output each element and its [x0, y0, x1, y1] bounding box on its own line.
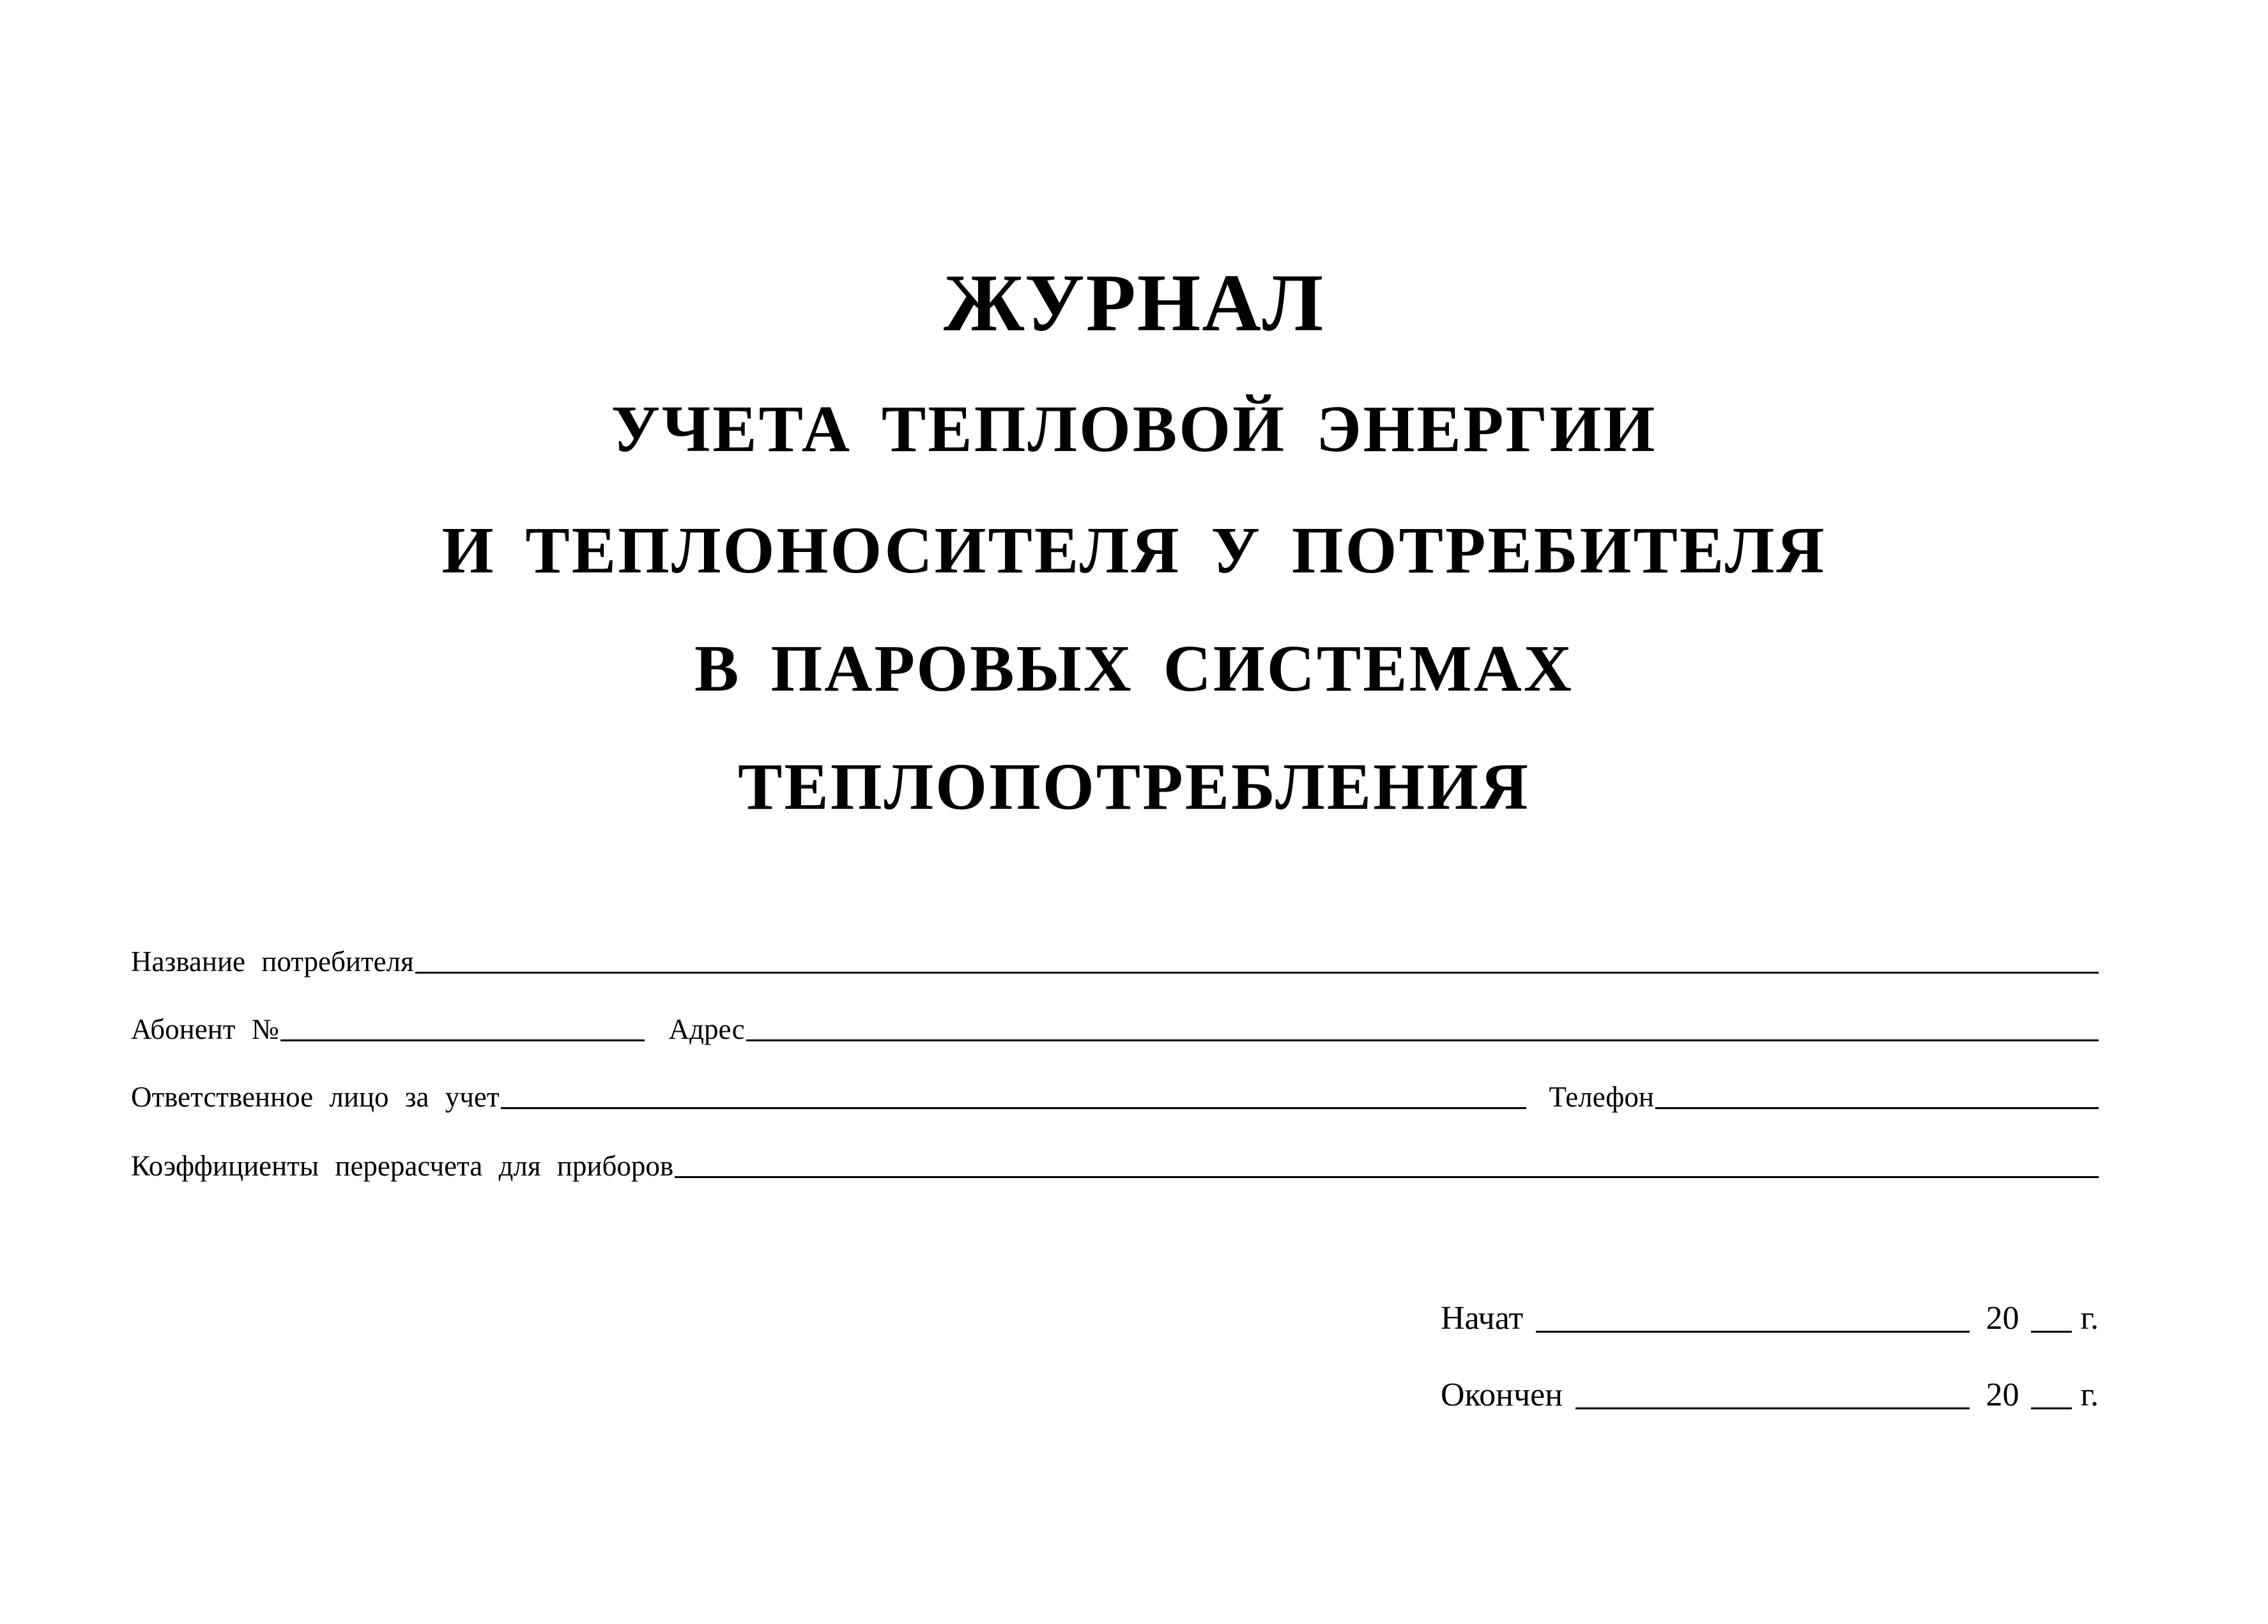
- responsible-person-field[interactable]: [501, 1107, 1526, 1109]
- subscriber-address-row: [131, 1006, 2099, 1044]
- journal-subtitle-line-1: УЧЕТА ТЕПЛОВОЙ ЭНЕРГИИ: [611, 392, 1657, 466]
- journal-title: ЖУРНАЛ: [943, 257, 1325, 348]
- journal-subtitle-line-2: И ТЕПЛОНОСИТЕЛЯ У ПОТРЕБИТЕЛЯ: [441, 514, 1827, 587]
- finished-date-row: [1441, 1367, 2099, 1412]
- subscriber-number-label: Абонент №: [131, 1013, 279, 1045]
- journal-subtitle-line-4: ТЕПЛОПОТРЕБЛЕНИЯ: [738, 750, 1530, 823]
- consumer-name-label: Название потребителя: [131, 946, 414, 977]
- finished-year-field[interactable]: [2031, 1407, 2072, 1409]
- started-label: Начат: [1441, 1300, 1524, 1337]
- coefficients-row: [131, 1142, 2099, 1181]
- coefficients-label: Коэффициенты перерасчета для приборов: [131, 1150, 674, 1182]
- consumer-name-field[interactable]: [415, 972, 2099, 974]
- started-date-field[interactable]: [1536, 1331, 1969, 1333]
- address-field[interactable]: [746, 1039, 2099, 1041]
- journal-subtitle-line-3: В ПАРОВЫХ СИСТЕМАХ: [694, 632, 1574, 705]
- address-label: Адрес: [668, 1013, 745, 1045]
- finished-year-prefix: 20: [1986, 1377, 2019, 1413]
- coefficients-field[interactable]: [675, 1176, 2099, 1178]
- started-date-row: [1441, 1291, 2099, 1335]
- started-year-suffix: г.: [2080, 1300, 2099, 1337]
- finished-date-field[interactable]: [1575, 1407, 1969, 1409]
- started-year-prefix: 20: [1986, 1300, 2019, 1337]
- subscriber-number-field[interactable]: [280, 1039, 645, 1041]
- responsible-person-label: Ответственное лицо за учет: [131, 1081, 500, 1113]
- phone-label: Телефон: [1549, 1081, 1654, 1113]
- finished-label: Окончен: [1441, 1377, 1563, 1413]
- phone-field[interactable]: [1655, 1107, 2099, 1109]
- started-year-field[interactable]: [2031, 1331, 2072, 1333]
- finished-year-suffix: г.: [2080, 1377, 2099, 1413]
- responsible-phone-row: [131, 1073, 2099, 1112]
- consumer-name-row: [131, 938, 2099, 976]
